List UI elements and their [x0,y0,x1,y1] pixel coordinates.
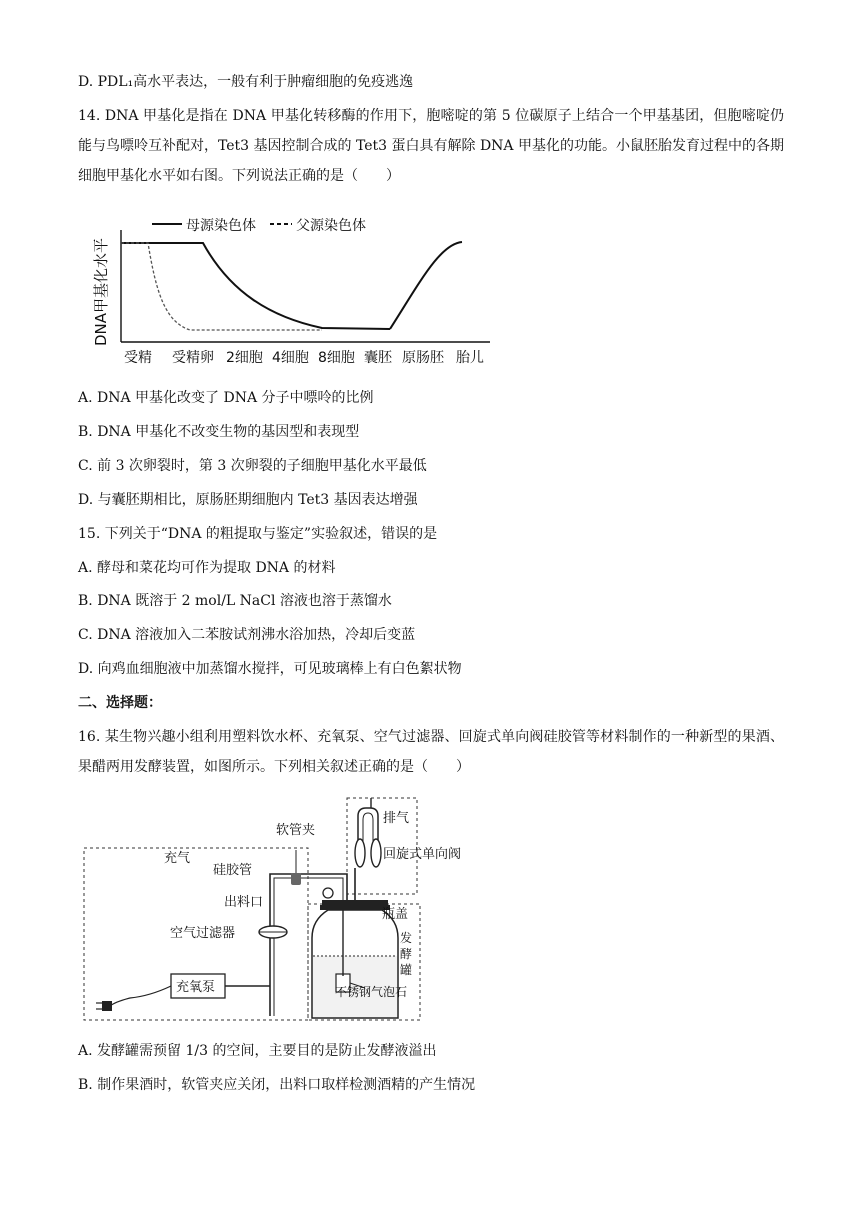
paternal-curve [121,243,322,330]
power-plug [102,1001,112,1011]
bottle-cap-shape [322,900,388,905]
label-outlet: 出料口 [224,895,264,910]
stage-label: 囊胚 [364,350,392,366]
q14-option-b: B. DNA 甲基化不改变生物的基因型和表现型 [78,424,360,440]
outlet-shape [323,888,333,898]
q15-option-c: C. DNA 溶液加入二苯胺试剂沸水浴加热，冷却后变蓝 [78,627,416,643]
label-aerate: 充气 [164,851,191,866]
label-air-stone: 不锈钢气泡石 [335,985,408,999]
q15-option-b: B. DNA 既溶于 2 mol/L NaCl 溶液也溶于蒸馏水 [78,593,392,609]
q14-option-a: A. DNA 甲基化改变了 DNA 分子中嘌呤的比例 [78,390,374,406]
fermenter-diagram [80,796,462,1026]
q16-stem: 16. 某生物兴趣小组利用塑料饮水杯、充氧泵、空气过滤器、回旋式单向阀硅胶管等材料制作的一种新型的果酒、果醋两用发酵装置，如图所示。下列相关叙述正确的是（ ） [78,729,784,775]
label-air-filter: 空气过滤器 [170,926,236,941]
q15-stem: 15. 下列关于“DNA 的粗提取与鉴定”实验叙述，错误的是 [78,526,438,542]
label-oxygen-pump: 充氧泵 [176,980,216,995]
stage-label: 8细胞 [318,350,355,366]
stage-labels [124,349,484,366]
chart-ylabel: DNA甲基化水平 [92,237,110,347]
stage-label: 胎儿 [456,350,484,366]
maternal-curve-rise [390,242,462,329]
power-cord [110,986,171,1006]
stage-label: 受精卵 [172,350,214,366]
q16-option-a: A. 发酵罐需预留 1/3 的空间，主要目的是防止发酵液溢出 [78,1043,437,1059]
stage-label: 2细胞 [226,350,263,366]
q14-option-d: D. 与囊胚期相比，原肠胚期细胞内 Tet3 基因表达增强 [78,492,418,508]
methylation-chart [90,212,500,372]
q13-option-d: D. PDL₁高水平表达，一般有利于肿瘤细胞的免疫逃逸 [78,74,414,90]
q16-option-b: B. 制作果酒时，软管夹应关闭，出料口取样检测酒精的产生情况 [78,1077,476,1093]
label-check-valve: 回旋式单向阀 [383,847,462,862]
q15-option-a: A. 酵母和菜花均可作为提取 DNA 的材料 [78,560,336,576]
q14-stem: 14. DNA 甲基化是指在 DNA 甲基化转移酶的作用下，胞嘧啶的第 5 位碳原子上结合一个甲基基团，但胞嘧啶仍能与鸟嘌呤互补配对，Tet3 基因控制合成的 Tet3 蛋白具有解除 DNA 甲基化的功能。小鼠胚胎发育过程中的各期细胞甲基化水平如右图。下列说法正确的是（ ） [78,108,784,184]
label-bottle-cap: 瓶盖 [382,907,409,922]
hose-clamp-shape [291,873,301,885]
legend-maternal: 母源染色体 [186,218,256,234]
label-exhaust: 排气 [383,811,410,826]
label-fermenter: 发酵罐 [400,931,413,977]
stage-label: 4细胞 [272,350,309,366]
legend-paternal: 父源染色体 [296,218,366,234]
valve-bulb-left [355,839,365,867]
q14-option-c: C. 前 3 次卵裂时，第 3 次卵裂的子细胞甲基化水平最低 [78,458,427,474]
q15-option-d: D. 向鸡血细胞液中加蒸馏水搅拌，可见玻璃棒上有白色絮状物 [78,661,462,677]
section-title: 二、选择题： [78,695,162,711]
label-silicone-tube: 硅胶管 [213,863,253,878]
valve-bulb-right [371,839,381,867]
maternal-curve [121,243,390,329]
label-hose-clamp: 软管夹 [276,823,316,838]
stage-label: 原肠胚 [402,350,444,366]
stage-label: 受精 [124,350,152,366]
